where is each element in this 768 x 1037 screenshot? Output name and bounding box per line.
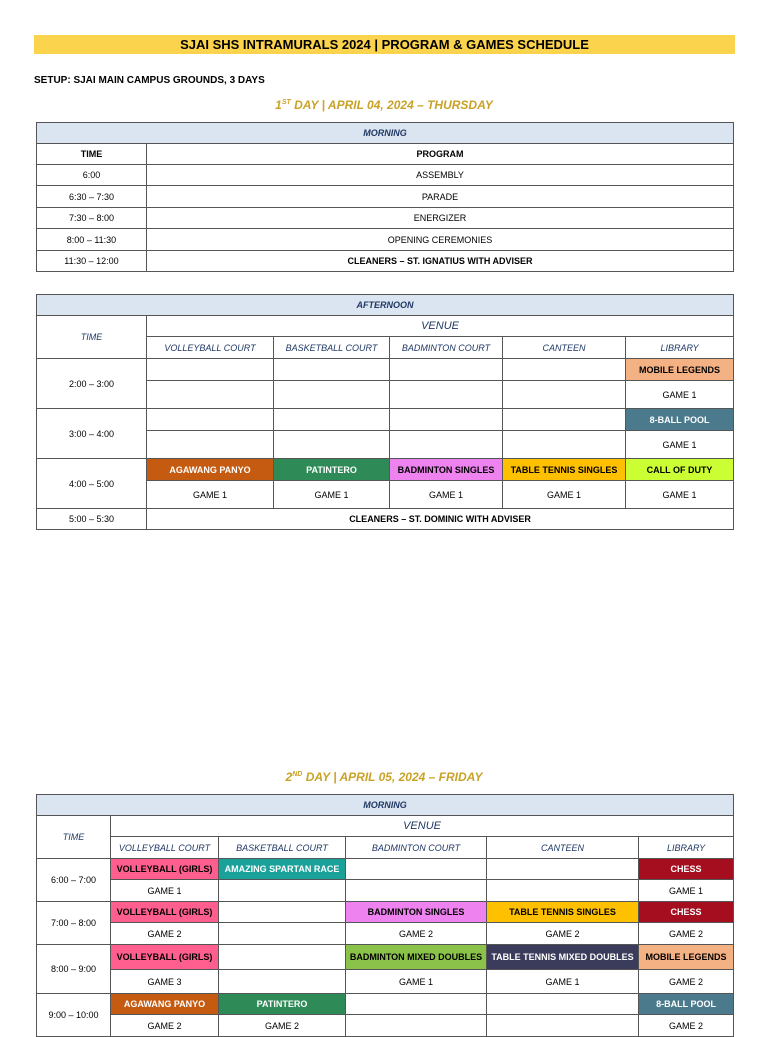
program-cell: PARADE: [147, 186, 734, 208]
morning-header: MORNING: [37, 795, 734, 816]
game-cell: GAME 2: [346, 923, 487, 945]
venue-badminton: BADMINTON COURT: [390, 337, 503, 359]
event-cell: BADMINTON MIXED DOUBLES: [346, 945, 487, 970]
game-cell: GAME 2: [111, 923, 219, 945]
venue-badminton: BADMINTON COURT: [346, 837, 487, 859]
game-cell: GAME 1: [626, 381, 734, 409]
game-cell: GAME 2: [639, 970, 734, 994]
venue-canteen: CANTEEN: [503, 337, 626, 359]
game-cell: GAME 1: [626, 481, 734, 509]
time-cell: 5:00 – 5:30: [37, 509, 147, 530]
event-cell: BADMINTON SINGLES: [390, 459, 503, 481]
day1-morning-table: [36, 122, 734, 272]
event-cell: TABLE TENNIS SINGLES: [503, 459, 626, 481]
event-cell: VOLLEYBALL (GIRLS): [111, 902, 219, 923]
afternoon-header: AFTERNOON: [37, 295, 734, 316]
time-cell: 6:00 – 7:00: [37, 859, 111, 902]
program-cell: OPENING CEREMONIES: [147, 229, 734, 251]
venue-header: VENUE: [111, 816, 734, 837]
game-cell: GAME 1: [390, 481, 503, 509]
time-cell: 6:30 – 7:30: [37, 186, 147, 208]
game-cell: GAME 1: [639, 880, 734, 902]
event-cell: AMAZING SPARTAN RACE: [219, 859, 346, 880]
venue-library: LIBRARY: [639, 837, 734, 859]
event-cell: CHESS: [639, 859, 734, 880]
game-cell: GAME 2: [111, 1015, 219, 1037]
event-cell: MOBILE LEGENDS: [626, 359, 734, 381]
venue-canteen: CANTEEN: [487, 837, 639, 859]
time-cell: 8:00 – 9:00: [37, 945, 111, 994]
time-cell: 6:00: [37, 165, 147, 186]
day2-title: 2ND DAY | APRIL 05, 2024 – FRIDAY: [285, 770, 483, 784]
venue-volleyball: VOLLEYBALL COURT: [111, 837, 219, 859]
program-cell: ENERGIZER: [147, 208, 734, 229]
venue-header: VENUE: [147, 316, 734, 337]
page-title: SJAI SHS INTRAMURALS 2024 | PROGRAM & GAMES SCHEDULE: [34, 35, 735, 54]
event-cell: PATINTERO: [219, 994, 346, 1015]
game-cell: GAME 1: [346, 970, 487, 994]
event-cell: 8-BALL POOL: [639, 994, 734, 1015]
event-cell: CALL OF DUTY: [626, 459, 734, 481]
event-cell: AGAWANG PANYO: [111, 994, 219, 1015]
setup-text: SETUP: SJAI MAIN CAMPUS GROUNDS, 3 DAYS: [34, 75, 265, 86]
venue-volleyball: VOLLEYBALL COURT: [147, 337, 274, 359]
event-cell: TABLE TENNIS SINGLES: [487, 902, 639, 923]
event-cell: TABLE TENNIS MIXED DOUBLES: [487, 945, 639, 970]
event-cell: VOLLEYBALL (GIRLS): [111, 945, 219, 970]
program-cell: CLEANERS – ST. IGNATIUS WITH ADVISER: [147, 251, 734, 272]
game-cell: GAME 1: [274, 481, 390, 509]
event-cell: VOLLEYBALL (GIRLS): [111, 859, 219, 880]
game-cell: GAME 3: [111, 970, 219, 994]
event-cell: BADMINTON SINGLES: [346, 902, 487, 923]
time-cell: 7:30 – 8:00: [37, 208, 147, 229]
event-cell: 8-BALL POOL: [626, 409, 734, 431]
program-cell: CLEANERS – ST. DOMINIC WITH ADVISER: [147, 509, 734, 530]
game-cell: GAME 1: [626, 431, 734, 459]
time-cell: 4:00 – 5:00: [37, 459, 147, 509]
time-cell: 2:00 – 3:00: [37, 359, 147, 409]
day1-afternoon-table: [36, 294, 734, 530]
game-cell: GAME 2: [639, 923, 734, 945]
venue-basketball: BASKETBALL COURT: [274, 337, 390, 359]
game-cell: GAME 1: [487, 970, 639, 994]
time-cell: 9:00 – 10:00: [37, 994, 111, 1037]
time-header: TIME: [37, 316, 147, 359]
event-cell: MOBILE LEGENDS: [639, 945, 734, 970]
game-cell: GAME 2: [639, 1015, 734, 1037]
game-cell: GAME 1: [147, 481, 274, 509]
time-header: TIME: [37, 144, 147, 165]
game-cell: GAME 2: [487, 923, 639, 945]
program-cell: ASSEMBLY: [147, 165, 734, 186]
venue-library: LIBRARY: [626, 337, 734, 359]
game-cell: GAME 2: [219, 1015, 346, 1037]
time-cell: 11:30 – 12:00: [37, 251, 147, 272]
time-cell: 8:00 – 11:30: [37, 229, 147, 251]
event-cell: AGAWANG PANYO: [147, 459, 274, 481]
program-header: PROGRAM: [147, 144, 734, 165]
day2-morning-table: [36, 794, 734, 1037]
morning-header: MORNING: [37, 123, 734, 144]
time-cell: 7:00 – 8:00: [37, 902, 111, 945]
event-cell: PATINTERO: [274, 459, 390, 481]
time-cell: 3:00 – 4:00: [37, 409, 147, 459]
venue-basketball: BASKETBALL COURT: [219, 837, 346, 859]
day1-title: 1ST DAY | APRIL 04, 2024 – THURSDAY: [275, 98, 493, 112]
game-cell: GAME 1: [503, 481, 626, 509]
game-cell: GAME 1: [111, 880, 219, 902]
time-header: TIME: [37, 816, 111, 859]
event-cell: CHESS: [639, 902, 734, 923]
